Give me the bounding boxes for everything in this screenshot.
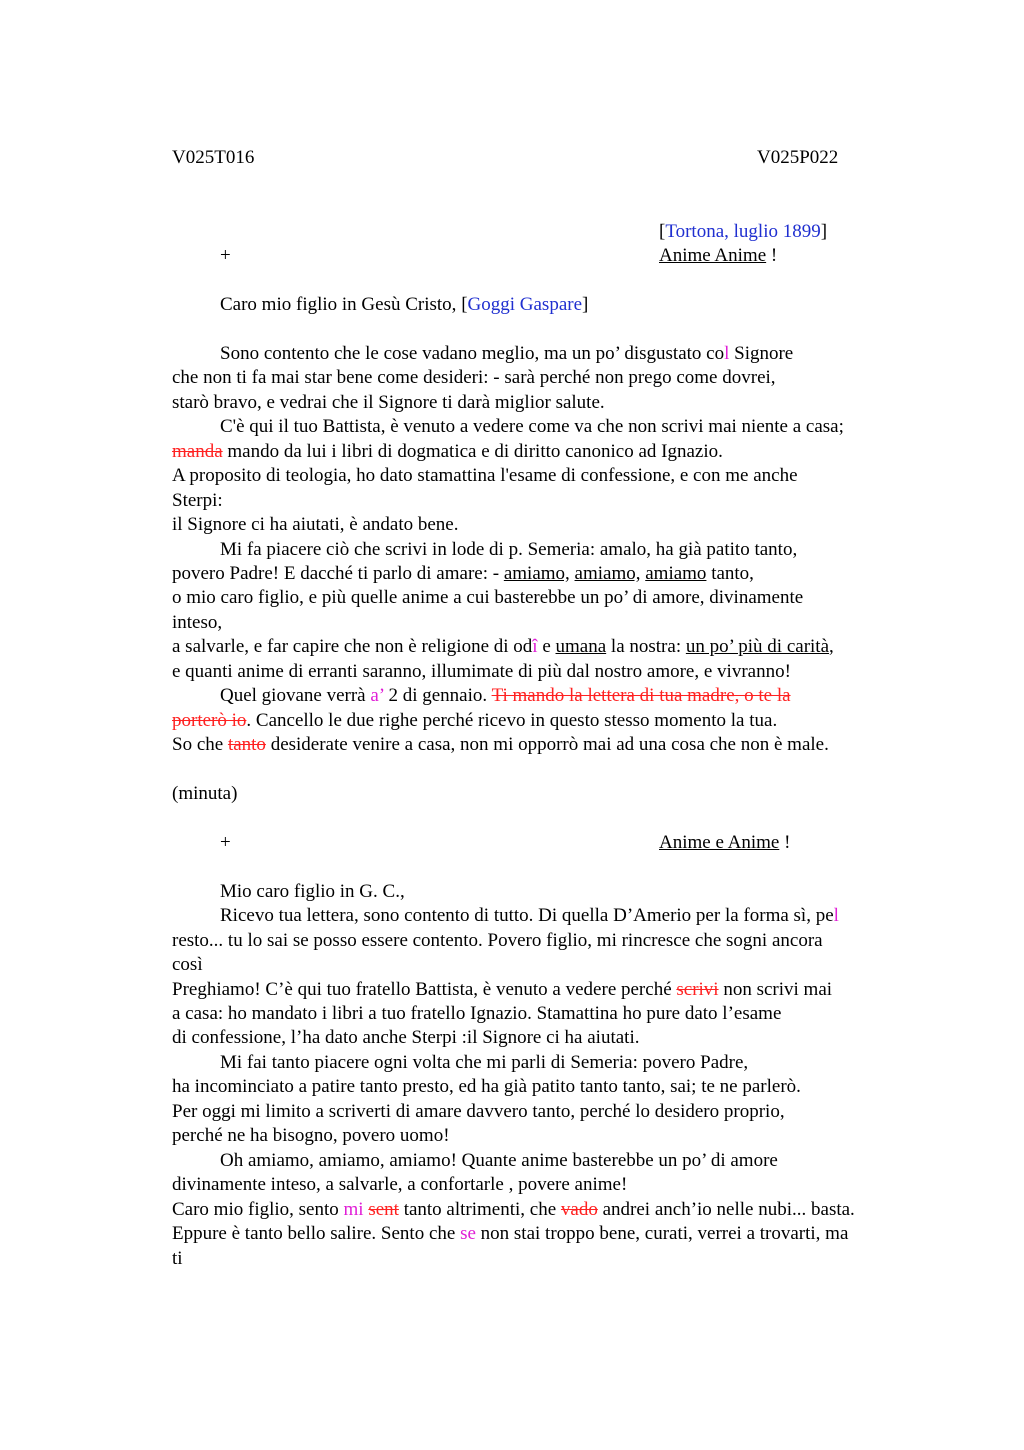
text-line: ti bbox=[172, 1248, 183, 1269]
text-line: resto... tu lo sai se posso essere contento. Povero figlio, mi rincresce che sogni ancora bbox=[172, 930, 823, 951]
text-run: Signore bbox=[729, 343, 794, 364]
text-run: la nostra: bbox=[606, 636, 686, 657]
deleted-text: tanto bbox=[227, 734, 266, 755]
text-line: o mio caro figlio, e più quelle anime a cui basterebbe un po’ di amore, divinamente bbox=[172, 587, 804, 608]
text-line bbox=[172, 562, 754, 586]
inserted-text: î bbox=[532, 636, 538, 657]
text-run: So che bbox=[172, 734, 228, 755]
deleted-text: scrivi bbox=[676, 979, 719, 1000]
text-line bbox=[220, 904, 839, 928]
text-run: Preghiamo! C’è qui tuo fratello Battista, è venuto a vedere perché bbox=[172, 979, 677, 1000]
inserted-text: a’ bbox=[370, 685, 384, 706]
text-run: mando da lui i libri di dogmatica e di diritto canonico ad Ignazio. bbox=[222, 441, 723, 462]
text-line: starò bravo, e vedrai che il Signore ti darà miglior salute. bbox=[172, 392, 605, 413]
text-run: non stai troppo bene, curati, verrei a trovarti, ma bbox=[475, 1223, 849, 1244]
inserted-text: mi bbox=[343, 1199, 364, 1220]
motto-excl: ! bbox=[779, 832, 791, 853]
inserted-text: se bbox=[460, 1223, 476, 1244]
inserted-text: l bbox=[833, 905, 839, 926]
text-run: tanto altrimenti, che bbox=[398, 1199, 561, 1220]
text-line: C'è qui il tuo Battista, è venuto a vedere come va che non scrivi mai niente a casa; bbox=[220, 416, 844, 437]
text-run: e bbox=[537, 636, 556, 657]
text-run: Ricevo tua lettera, sono contento di tutto. Di quella D’Amerio per la forma sì, pe bbox=[220, 905, 834, 926]
motto bbox=[659, 831, 790, 855]
text-line: che non ti fa mai star bene come desideri: - sarà perché non prego come dovrei, bbox=[172, 367, 776, 388]
text-run: Quel giovane verrà bbox=[220, 685, 371, 706]
text-line bbox=[220, 342, 793, 366]
place-date: [Tortona, luglio 1899] bbox=[659, 221, 828, 242]
underlined-text: amiamo, bbox=[503, 563, 570, 584]
deleted-text: sent bbox=[368, 1199, 399, 1220]
text-line bbox=[220, 684, 791, 708]
deleted-text: Ti mando la lettera di tua madre, o te la bbox=[491, 685, 791, 706]
text-run: , bbox=[829, 636, 834, 657]
text-run: . Cancello le due righe perché ricevo in questo stesso momento la tua. bbox=[246, 710, 778, 731]
text-line: a casa: ho mandato i libri a tuo fratello Ignazio. Stamattina ho pure dato l’esame bbox=[172, 1003, 782, 1024]
text-line: il Signore ci ha aiutati, è andato bene. bbox=[172, 514, 459, 535]
text-run: Eppure è tanto bello salire. Sento che bbox=[172, 1223, 461, 1244]
text-run: tanto, bbox=[706, 563, 754, 584]
text-line bbox=[172, 733, 829, 757]
deleted-text: manda bbox=[172, 441, 223, 462]
text-line bbox=[172, 440, 723, 464]
text-line bbox=[172, 709, 777, 733]
text-run: 2 di gennaio. bbox=[383, 685, 492, 706]
text-line: divinamente inteso, a salvarle, a confortarle , povere anime! bbox=[172, 1174, 628, 1195]
text-line: A proposito di teologia, ho dato stamattina l'esame di confessione, e con me anche bbox=[172, 465, 798, 486]
motto-text: Anime e Anime bbox=[659, 832, 780, 853]
text-run: povero Padre! E dacché ti parlo di amare: - bbox=[172, 563, 504, 584]
text-line: e quanti anime di erranti saranno, illumimate di più dal nostro amore, e vivranno! bbox=[172, 661, 791, 682]
text-run: non scrivi mai bbox=[718, 979, 833, 1000]
text-line: Mi fa piacere ciò che scrivi in lode di p. Semeria: amalo, ha già patito tanto, bbox=[220, 539, 798, 560]
motto-text: Anime Anime bbox=[659, 245, 767, 266]
motto bbox=[659, 244, 777, 268]
deleted-text: porterò io bbox=[172, 710, 247, 731]
text-line: Per oggi mi limito a scriverti di amare davvero tanto, perché lo desidero proprio, bbox=[172, 1101, 785, 1122]
archive-code-right: V025P022 bbox=[757, 147, 839, 168]
underlined-text: amiamo bbox=[645, 563, 707, 584]
recipient-name: Goggi Gaspare bbox=[467, 294, 583, 315]
draft-note: (minuta) bbox=[172, 783, 238, 804]
salutation: Mio caro figlio in G. C., bbox=[220, 881, 405, 902]
text-run: a salvarle, e far capire che non è religione di od bbox=[172, 636, 533, 657]
underlined-text: umana bbox=[555, 636, 607, 657]
text-run: desiderate venire a casa, non mi opporrò mai ad una cosa che non è male. bbox=[265, 734, 829, 755]
text-line: ha incominciato a patire tanto presto, ed ha già patito tanto tanto, sai; te ne parlerò. bbox=[172, 1076, 801, 1097]
text-line: Mi fai tanto piacere ogni volta che mi parli di Semeria: povero Padre, bbox=[220, 1052, 749, 1073]
text-line bbox=[172, 978, 832, 1002]
salutation: Caro mio figlio in Gesù Cristo, [Goggi Gaspare] bbox=[220, 294, 589, 315]
text-line: Oh amiamo, amiamo, amiamo! Quante anime basterebbe un po’ di amore bbox=[220, 1150, 778, 1171]
text-line bbox=[172, 635, 834, 659]
archive-code-left: V025T016 bbox=[172, 147, 255, 168]
place-date-text: Tortona, luglio 1899 bbox=[665, 221, 821, 242]
text-run: andrei anch’io nelle nubi... basta. bbox=[597, 1199, 855, 1220]
text-line bbox=[172, 1222, 848, 1246]
underlined-text: amiamo, bbox=[574, 563, 641, 584]
underlined-text: un po’ più di carità bbox=[685, 636, 830, 657]
deleted-text: vado bbox=[560, 1199, 598, 1220]
text-line: Sterpi: bbox=[172, 490, 223, 511]
text-run: Caro mio figlio, sento bbox=[172, 1199, 344, 1220]
text-run: Sono contento che le cose vadano meglio, ma un po’ disgustato co bbox=[220, 343, 725, 364]
text-line: così bbox=[172, 954, 203, 975]
salutation-text: Caro mio figlio in Gesù Cristo, bbox=[220, 294, 462, 315]
text-line: inteso, bbox=[172, 612, 223, 633]
motto-excl: ! bbox=[766, 245, 778, 266]
text-line: perché ne ha bisogno, povero uomo! bbox=[172, 1125, 450, 1146]
cross-mark: + bbox=[220, 832, 231, 853]
cross-mark: + bbox=[220, 245, 231, 266]
text-line: di confessione, l’ha dato anche Sterpi :il Signore ci ha aiutati. bbox=[172, 1027, 640, 1048]
inserted-text: l bbox=[724, 343, 730, 364]
text-line bbox=[172, 1198, 855, 1222]
